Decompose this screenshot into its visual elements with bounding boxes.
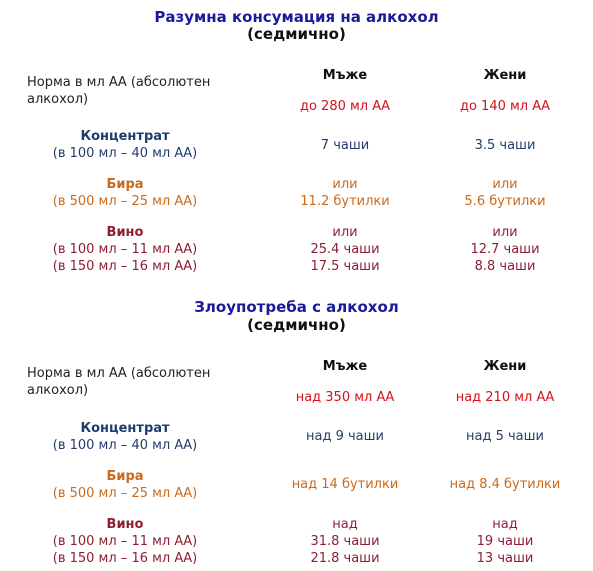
value-line: или bbox=[492, 225, 518, 240]
value-line: над bbox=[492, 517, 518, 532]
wine-name: Вино bbox=[106, 225, 144, 240]
beer-name: Бира bbox=[106, 177, 144, 192]
beer-value-men bbox=[255, 176, 435, 210]
column-header-women: Жени bbox=[483, 359, 527, 374]
column-header-men: Мъже bbox=[322, 68, 368, 83]
norm-value-women: над 210 мл АА bbox=[455, 390, 555, 405]
wine-serving: (в 100 мл – 11 мл АА) bbox=[52, 534, 198, 549]
norm-value-men: над 350 мл АА bbox=[295, 390, 395, 405]
section-subtitle: (седмично) bbox=[247, 316, 346, 334]
beer-name: Бира bbox=[106, 469, 144, 484]
section-title: Злоупотреба с алкохол bbox=[194, 298, 399, 316]
beer-label bbox=[20, 468, 230, 502]
norm-label-line: Норма в мл АА (абсолютен bbox=[27, 75, 211, 90]
value-line: над bbox=[332, 517, 358, 532]
concentrate-serving: (в 100 мл – 40 мл АА) bbox=[52, 438, 198, 453]
value-line: 17.5 чаши bbox=[310, 259, 380, 274]
concentrate-value-women: над 5 чаши bbox=[466, 429, 544, 444]
norm-value-women: до 140 мл АА bbox=[459, 99, 551, 114]
column-header-men: Мъже bbox=[322, 359, 368, 374]
beer-serving: (в 500 мл – 25 мл АА) bbox=[52, 194, 198, 209]
wine-value-men bbox=[255, 516, 435, 567]
value-line: или bbox=[492, 177, 518, 192]
concentrate-name: Концентрат bbox=[80, 421, 170, 436]
value-line: 11.2 бутилки bbox=[300, 194, 390, 209]
wine-serving: (в 150 мл – 16 мл АА) bbox=[52, 259, 198, 274]
value-line: 8.8 чаши bbox=[474, 259, 536, 274]
value-line: 31.8 чаши bbox=[310, 534, 380, 549]
concentrate-serving: (в 100 мл – 40 мл АА) bbox=[52, 146, 198, 161]
column-header-women: Жени bbox=[483, 68, 527, 83]
beer-value-women bbox=[420, 176, 590, 210]
norm-label-line: Норма в мл АА (абсолютен bbox=[27, 366, 211, 381]
value-line: 12.7 чаши bbox=[470, 242, 540, 257]
norm-label-line: алкохол) bbox=[27, 383, 89, 398]
wine-value-men bbox=[255, 224, 435, 275]
section-subtitle: (седмично) bbox=[247, 25, 346, 43]
concentrate-value-men: 7 чаши bbox=[320, 138, 370, 153]
beer-label bbox=[20, 176, 230, 210]
concentrate-label bbox=[20, 420, 230, 454]
value-line: или bbox=[332, 225, 358, 240]
beer-value-women: над 8.4 бутилки bbox=[449, 477, 561, 492]
concentrate-label bbox=[20, 128, 230, 162]
section-title: Разумна консумация на алкохол bbox=[154, 8, 439, 26]
value-line: 25.4 чаши bbox=[310, 242, 380, 257]
value-line: 19 чаши bbox=[476, 534, 534, 549]
value-line: 13 чаши bbox=[476, 551, 534, 566]
value-line: или bbox=[332, 177, 358, 192]
norm-value-men: до 280 мл АА bbox=[299, 99, 391, 114]
wine-value-women bbox=[420, 224, 590, 275]
beer-serving: (в 500 мл – 25 мл АА) bbox=[52, 486, 198, 501]
wine-serving: (в 150 мл – 16 мл АА) bbox=[52, 551, 198, 566]
value-line: 21.8 чаши bbox=[310, 551, 380, 566]
wine-value-women bbox=[420, 516, 590, 567]
wine-serving: (в 100 мл – 11 мл АА) bbox=[52, 242, 198, 257]
value-line: 5.6 бутилки bbox=[464, 194, 546, 209]
norm-label bbox=[27, 365, 210, 399]
wine-name: Вино bbox=[106, 517, 144, 532]
concentrate-value-men: над 9 чаши bbox=[306, 429, 384, 444]
concentrate-name: Концентрат bbox=[80, 129, 170, 144]
norm-label-line: алкохол) bbox=[27, 92, 89, 107]
wine-label bbox=[20, 516, 230, 567]
wine-label bbox=[20, 224, 230, 275]
concentrate-value-women: 3.5 чаши bbox=[474, 138, 536, 153]
norm-label bbox=[27, 74, 210, 108]
beer-value-men: над 14 бутилки bbox=[291, 477, 399, 492]
